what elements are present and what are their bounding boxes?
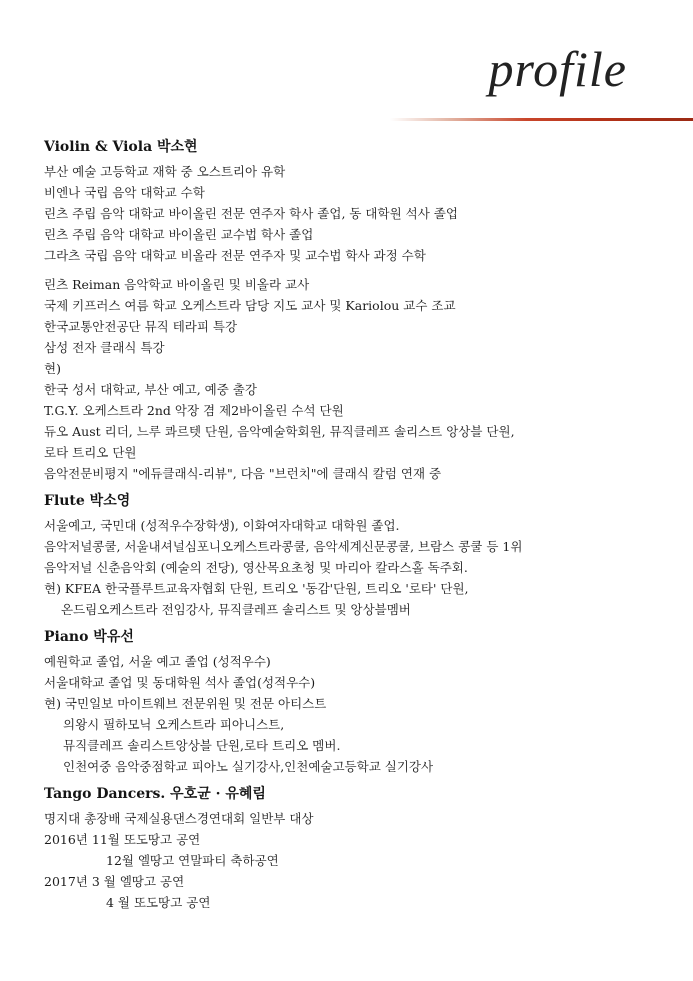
bio-line: 2016년 11월 또도땅고 공연 (44, 832, 201, 847)
section-flute (44, 490, 674, 620)
section-title-flute: Flute 박소영 (44, 493, 131, 509)
bio-line: 한국 성서 대학교, 부산 예고, 예중 출강 (44, 382, 257, 397)
bio-line: 현) KFEA 한국플루트교육자협회 단원, 트리오 '동감'단원, 트리오 '로타' 단원, (44, 581, 469, 596)
profile-title: profile (488, 41, 627, 97)
section-violin-viola (44, 136, 674, 484)
bio-line: 린츠 주립 음악 대학교 바이올린 교수법 학사 졸업 (44, 227, 314, 242)
bio-line: 의왕시 필하모닉 오케스트라 피아니스트, (63, 717, 285, 732)
section-title-violin-viola: Violin & Viola 박소현 (44, 139, 198, 155)
bio-line: 4 월 또도땅고 공연 (106, 895, 211, 910)
bio-line: 뮤직클레프 솔리스트앙상블 단원,로타 트리오 멤버. (63, 738, 341, 753)
section-tango-dancers (44, 783, 674, 913)
bio-line: 온드림오케스트라 전임강사, 뮤직클레프 솔리스트 및 앙상블멤버 (61, 602, 411, 617)
current-label: 현) (44, 361, 61, 376)
bio-line: 현) 국민일보 마이트웨브 전문위원 및 전문 아티스트 (44, 696, 327, 711)
header-divider (390, 118, 693, 121)
bio-line: 삼성 전자 클래식 특강 (44, 340, 165, 355)
bio-line: 음악저널 신춘음악회 (예술의 전당), 영산목요초청 및 마리아 칼라스홀 독주회. (44, 560, 468, 575)
bio-line: 명지대 총장배 국제실용댄스경연대회 일반부 대상 (44, 811, 314, 826)
bio-line: 한국교통안전공단 뮤직 테라피 특강 (44, 319, 238, 334)
bio-line: T.G.Y. 오케스트라 2nd 악장 겸 제2바이올린 수석 단원 (44, 403, 344, 418)
bio-line: 린츠 주립 음악 대학교 바이올린 전문 연주자 학사 졸업, 동 대학원 석사 졸업 (44, 206, 458, 221)
bio-line: 음악저널콩쿨, 서울내셔널심포니오케스트라콩쿨, 음악세계신문콩쿨, 브람스 콩쿨 등 1위 (44, 539, 523, 554)
bio-line: 린츠 Reiman 음악학교 바이올린 및 비올라 교사 (44, 277, 310, 292)
bio-line: 2017년 3 월 엘땅고 공연 (44, 874, 185, 889)
bio-line: 서울예고, 국민대 (성적우수장학생), 이화여자대학교 대학원 졸업. (44, 518, 400, 533)
section-title-piano: Piano 박유선 (44, 629, 134, 645)
bio-line: 서울대학교 졸업 및 동대학원 석사 졸업(성적우수) (44, 675, 316, 690)
bio-line: 로타 트리오 단원 (44, 445, 137, 460)
bio-line: 음악전문비평지 "에듀클래식-리뷰", 다음 "브런치"에 클래식 칼럼 연재 중 (44, 466, 442, 481)
bio-line: 부산 예술 고등학교 재학 중 오스트리아 유학 (44, 164, 286, 179)
bio-line: 12월 엘땅고 연말파티 축하공연 (106, 853, 279, 868)
section-title-tango-dancers: Tango Dancers. 우호균 · 유혜림 (44, 786, 266, 802)
section-piano (44, 626, 674, 777)
bio-line: 비엔나 국립 음악 대학교 수학 (44, 185, 205, 200)
bio-line: 국제 키프러스 여름 학교 오케스트라 담당 지도 교사 및 Kariolou 교수 조교 (44, 298, 456, 313)
bio-line: 예원학교 졸업, 서울 예고 졸업 (성적우수) (44, 654, 271, 669)
bio-line: 그라츠 국립 음악 대학교 비올라 전문 연주자 및 교수법 학사 과정 수학 (44, 248, 426, 263)
bio-line: 인천여중 음악중점학교 피아노 실기강사,인천예술고등학교 실기강사 (63, 759, 434, 774)
profile-content (44, 136, 674, 913)
bio-line: 듀오 Aust 리더, 느루 콰르텟 단원, 음악예술학회원, 뮤직클레프 솔리스트 앙상블 단원, (44, 424, 515, 439)
